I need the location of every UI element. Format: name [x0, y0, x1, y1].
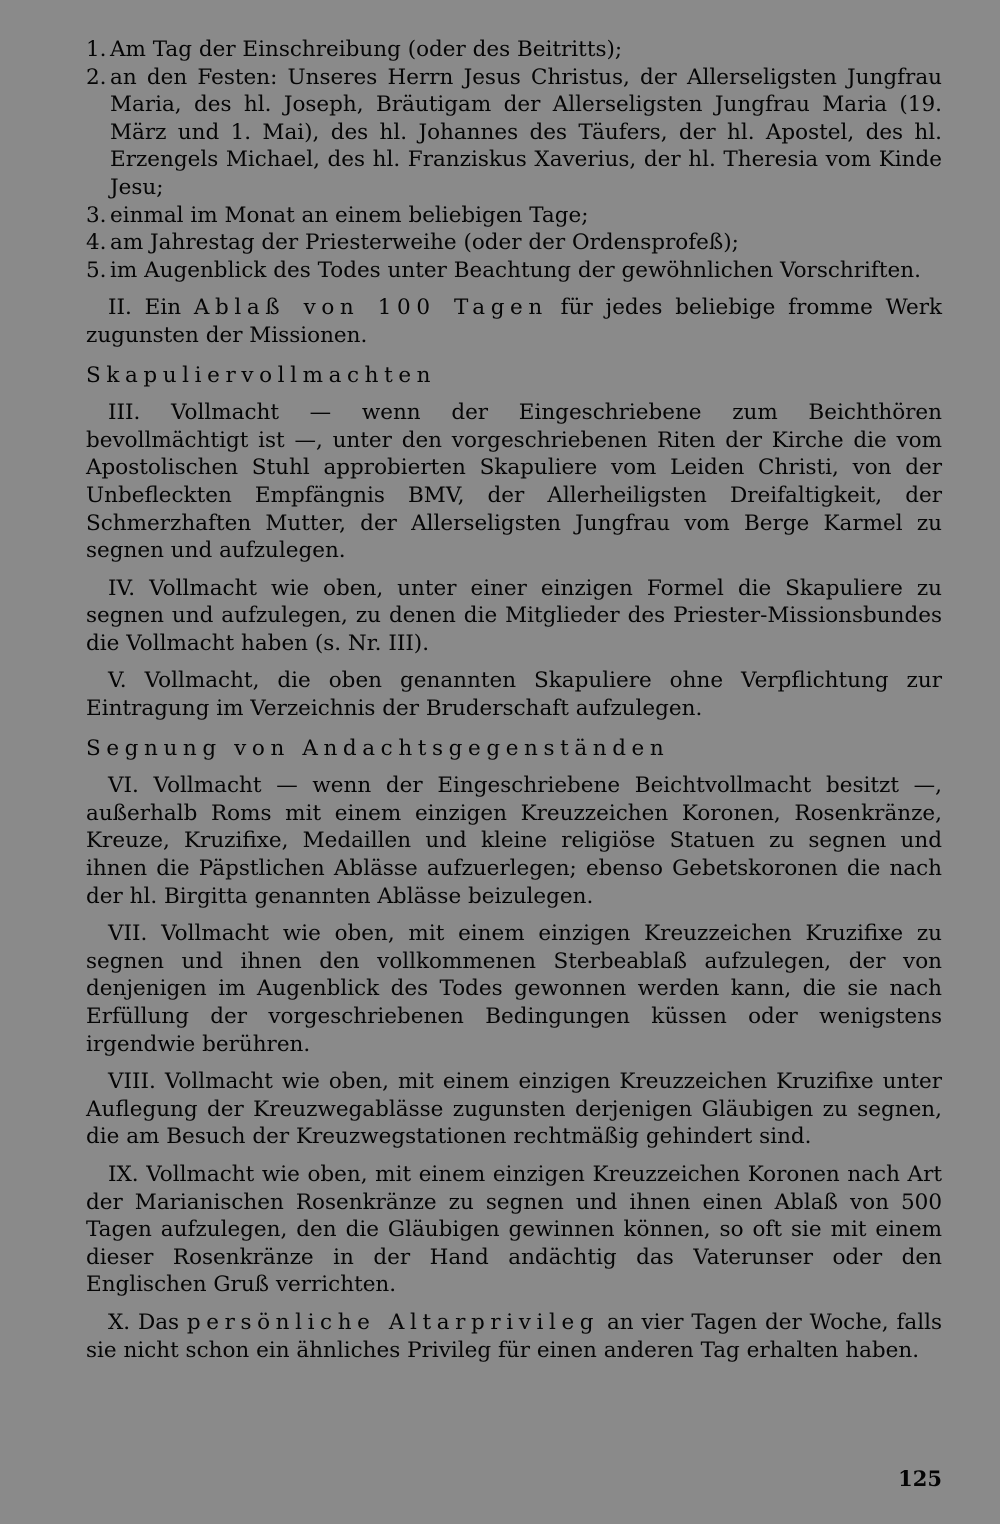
list-item-number: 4.: [86, 230, 107, 256]
list-item-text: an den Festen: Unseres Herrn Jesus Christus, der Allerseligsten Jungfrau Maria, des hl. Joseph, Bräutigam der Allerseligsten Jungfrau Maria (19. März und 1. Mai), des hl. Johannes des Täufers, der hl. Apostel, des hl. Erzengels Michael, des hl. Franziskus Xaverius, der hl. Theresia vom Kinde Jesu;: [110, 64, 942, 200]
list-item-number: 5.: [86, 257, 107, 283]
paragraph-x-spaced: persönliche Altarprivileg: [186, 1309, 600, 1335]
list-item-text: Am Tag der Einschreibung (oder des Beitritts);: [110, 37, 623, 62]
list-item-text: einmal im Monat an einem beliebigen Tage;: [110, 202, 589, 228]
list-item: [86, 257, 942, 285]
list-item: [86, 64, 942, 202]
section-heading-segnung: Segnung von Andachtsgegenständen: [86, 735, 670, 761]
paragraph-ii-rest: für jedes beliebige fromme Werk zugunsten der Missionen.: [86, 295, 942, 348]
paragraph-x-rest: an vier Tagen der Woche, falls sie nicht schon ein ähnliches Privileg für einen anderen Tag erhalten haben.: [86, 1309, 943, 1363]
list-item: [86, 36, 942, 64]
paragraph-iii: III. Vollmacht — wenn der Eingeschriebene zum Beichthören bevollmächtigt ist —, unter den vorgeschriebenen Riten der Kirche die vom Apostolischen Stuhl approbierten Skapuliere vom Leiden Christi, von der Unbefleckten Empfängnis BMV, der Allerheiligsten Dreifaltigkeit, der Schmerzhaften Mutter, der Allerseligsten Jungfrau vom Berge Karmel zu segnen und aufzulegen.: [86, 400, 942, 564]
paragraph-iv: IV. Vollmacht wie oben, unter einer einzigen Formel die Skapuliere zu segnen und aufzulegen, zu denen die Mitglieder des Priester-Missionsbundes die Vollmacht haben (s. Nr. III).: [86, 575, 942, 656]
list-item: [86, 229, 942, 257]
paragraph-ii-lead: II. Ein: [108, 295, 194, 321]
list-item: [86, 202, 942, 230]
paragraph-vi: VI. Vollmacht — wenn der Eingeschriebene Beichtvollmacht besitzt —, außerhalb Roms mit einem einzigen Kreuzzeichen Koronen, Rosenkränze, Kreuze, Kruzifixe, Medaillen und kleine religiöse Statuen zu segnen und ihnen die Päpstlichen Ablässe aufzuerlegen; ebenso Gebetskoronen die nach der hl. Birgitta genannten Ablässe beizulegen.: [86, 773, 942, 909]
paragraph-viii: VIII. Vollmacht wie oben, mit einem einzigen Kreuzzeichen Kruzifixe unter Auflegung der Kreuzwegablässe zugunsten derjenigen Gläubigen zu segnen, die am Besuch der Kreuzwegstationen rechtmäßig gehindert sind.: [86, 1069, 942, 1150]
list-item-number: 3.: [86, 202, 107, 228]
list-item-text: am Jahrestag der Priesterweihe (oder der Ordensprofeß);: [110, 230, 739, 256]
section-heading-skapuliervollmachten: Skapuliervollmachten: [86, 362, 437, 388]
list-item-number: 1.: [86, 37, 107, 62]
paragraph-ix: IX. Vollmacht wie oben, mit einem einzigen Kreuzzeichen Koronen nach Art der Marianischen Rosenkränze zu segnen und ihnen einen Ablaß von 500 Tagen aufzulegen, den die Gläubigen gewinnen können, so oft sie mit einem dieser Rosenkränze in der Hand andächtig das Vaterunser oder den Englischen Gruß verrichten.: [86, 1161, 942, 1298]
paragraph-ii: [86, 294, 942, 349]
paragraph-vii: VII. Vollmacht wie oben, mit einem einzigen Kreuzzeichen Kruzifixe zu segnen und ihnen den vollkommenen Sterbeablaß aufzulegen, der von denjenigen im Augenblick des Todes gewonnen werden kann, die sie nach Erfüllung der vorgeschriebenen Bedingungen küssen oder wenigstens irgendwie berühren.: [86, 921, 942, 1057]
paragraph-v: V. Vollmacht, die oben genannten Skapuliere ohne Verpflichtung zur Eintragung im Verzeichnis der Bruderschaft aufzulegen.: [86, 668, 942, 722]
list-item-text: im Augenblick des Todes unter Beachtung der gewöhnlichen Vorschriften.: [110, 257, 921, 283]
document-page: [86, 36, 942, 1364]
paragraph-x-lead: X. Das: [108, 1309, 187, 1335]
paragraph-x: [86, 1309, 942, 1364]
paragraph-ii-spaced: Ablaß von 100 Tagen: [193, 295, 548, 321]
list-item-number: 2.: [86, 64, 107, 90]
page-number: 125: [898, 1466, 942, 1491]
numbered-list: [86, 36, 942, 284]
